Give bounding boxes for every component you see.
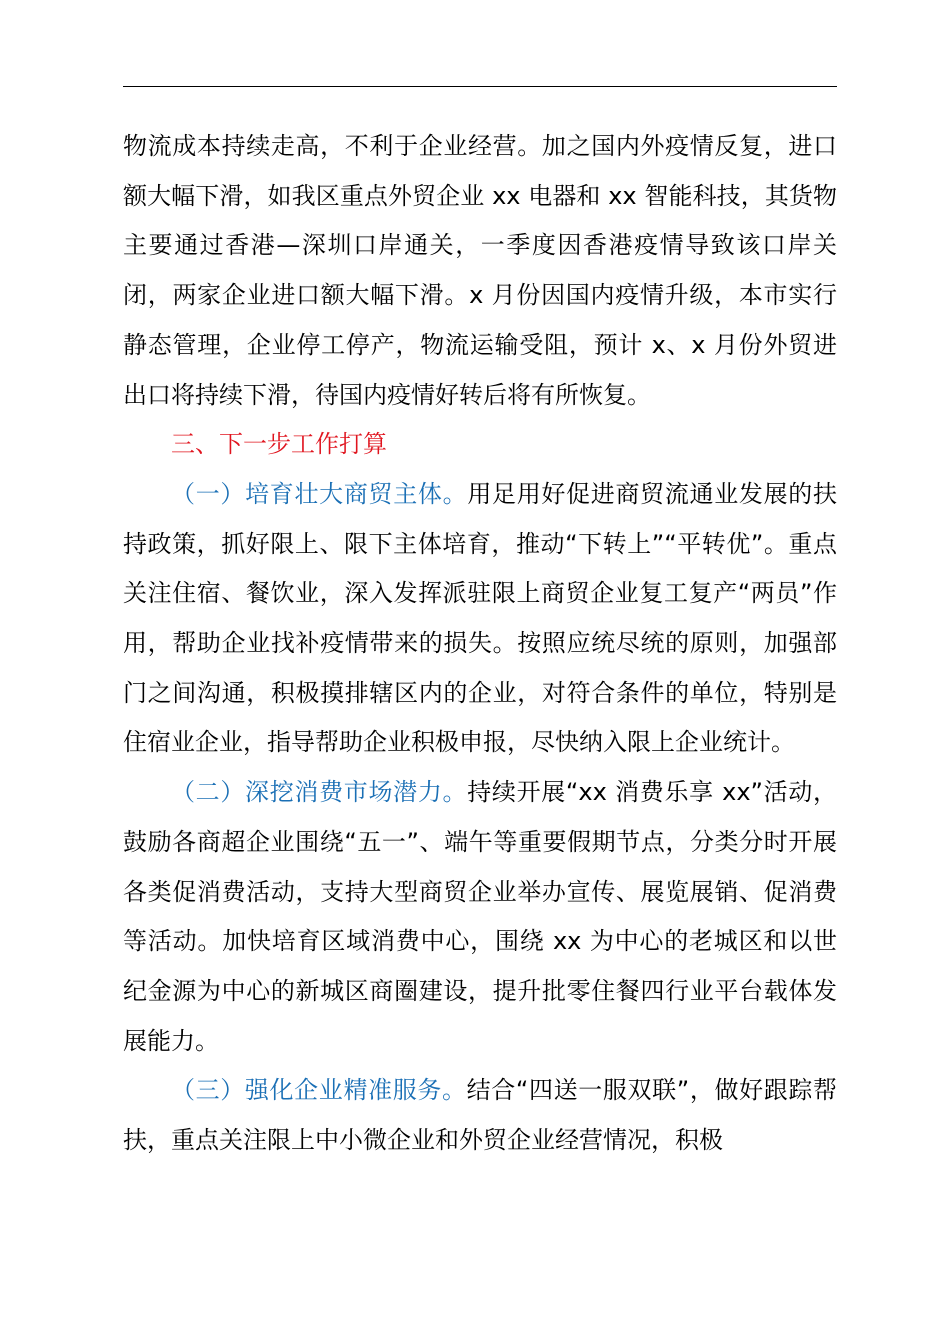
header-rule — [123, 86, 837, 87]
paragraph-item-2 — [123, 768, 837, 1066]
item-1-body: 用足用好促进商贸流通业发展的扶持政策，抓好限上、限下主体培育，推动“下转上”“平转优”。重点关注住宿、餐饮业，深入发挥派驻限上商贸企业复工复产“两员”作用，帮助企业找补疫情带来的损失。按照应统尽统的原则，加强部门之间沟通，积极摸排辖区内的企业，对符合条件的单位，特别是住宿业企业，指导帮助企业积极申报，尽快纳入限上企业统计。 — [123, 479, 838, 757]
paragraph-logistics: 物流成本持续走高，不利于企业经营。加之国内外疫情反复，进口额大幅下滑，如我区重点外贸企业 xx 电器和 xx 智能科技，其货物主要通过香港—深圳口岸通关，一季度因香港疫情导致该口岸关闭，两家企业进口额大幅下滑。x 月份因国内疫情升级，本市实行静态管理，企业停工停产，物流运输受阻，预计 x、x 月份外贸进出口将持续下滑，待国内疫情好转后将有所恢复。 — [123, 132, 837, 409]
item-1-lead: （一）培育壮大商贸主体。 — [171, 479, 468, 508]
paragraph-item-1 — [123, 470, 837, 768]
item-3-lead: （三）强化企业精准服务。 — [171, 1076, 467, 1105]
document-body — [123, 122, 837, 1166]
item-2-lead: （二）深挖消费市场潜力。 — [171, 778, 468, 807]
item-3-body: 结合“四送一服双联”，做好跟踪帮扶，重点关注限上中小微企业和外贸企业经营情况，积极 — [123, 1076, 838, 1155]
paragraph-item-3 — [123, 1066, 837, 1165]
section-heading: 三、下一步工作打算 — [171, 430, 387, 459]
item-2-body: 持续开展“xx 消费乐享 xx”活动，鼓励各商超企业围绕“五一”、端午等重要假期节点，分类分时开展各类促消费活动，支持大型商贸企业举办宣传、展览展销、促消费等活动。加快培育区域消费中心，围绕 xx 为中心的老城区和以世纪金源为中心的新城区商圈建设，提升批零住餐四行业平台载体发展能力。 — [123, 778, 838, 1055]
